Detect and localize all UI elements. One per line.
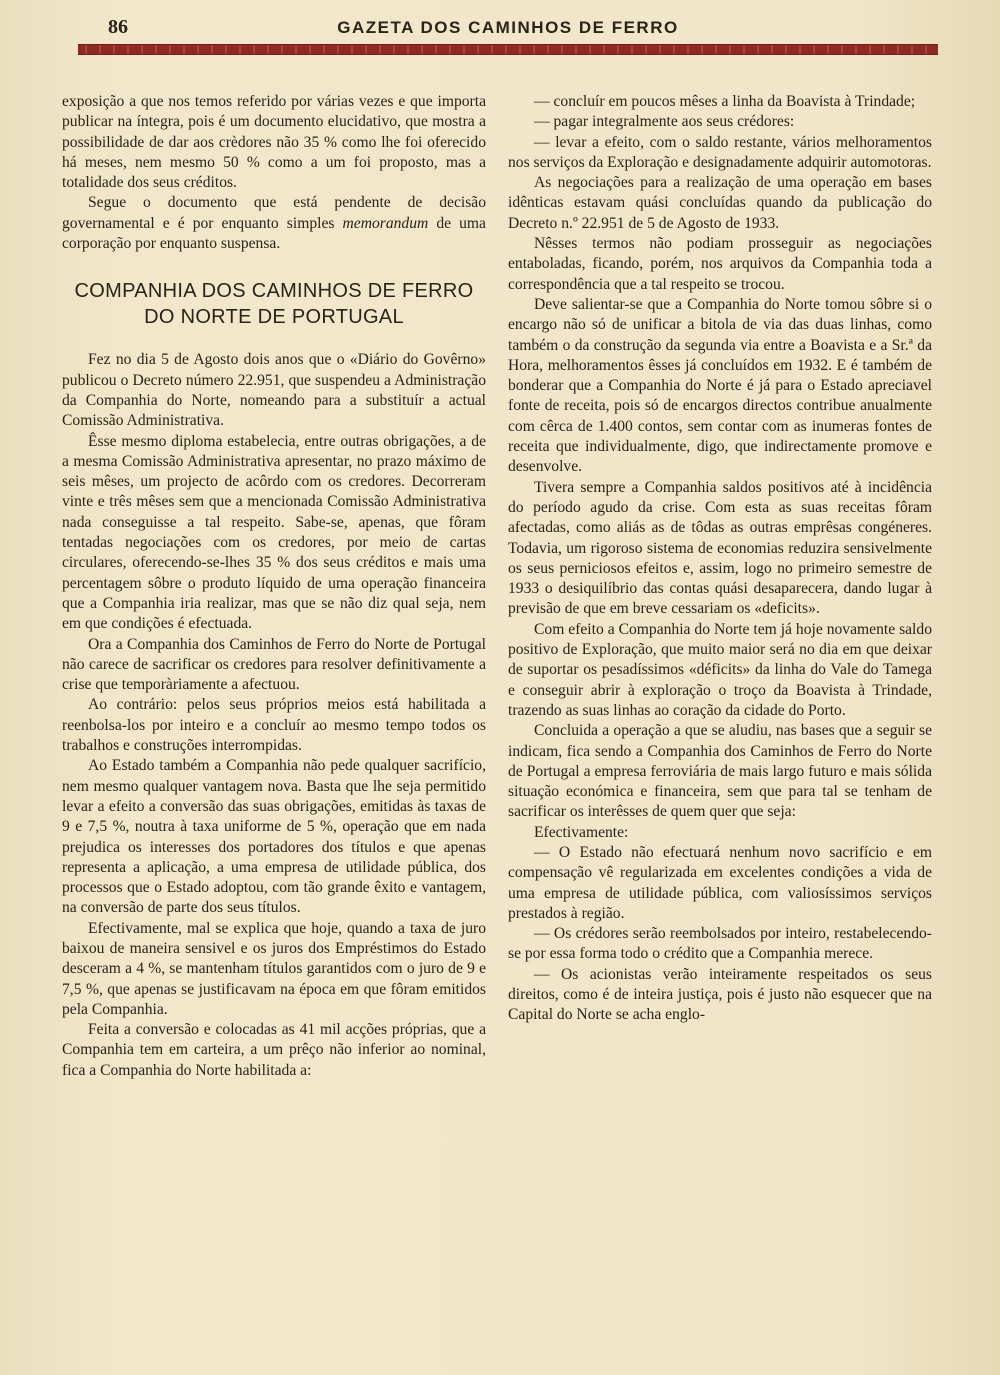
paragraph: Com efeito a Companhia do Norte tem já hoje novamente saldo positivo de Exploração, que muito maior será no dia em que deixar de suportar os pesadíssimos «déficits» da linha do Vale do Tamega e conseguir abrir à exploração o troço da Boavista à Trindade, trazendo as suas linhas ao coração da cidade do Porto. [508,620,932,719]
heading-line: COMPANHIA DOS CAMINHOS DE FERRO [74,280,474,303]
left-column [62,92,486,1081]
page-header [78,14,938,54]
header-rule [78,44,938,55]
list-item: — pagar integralmente aos seus crédores: [534,113,795,131]
paragraph: exposição a que nos temos referido por várias vezes e que importa publicar na íntegra, pois é um documento elucidativo, que mostra a possibilidade de dar aos crèdores não 35 % como lhe foi oferecido há meses, nem mesmo 50 % como a um foi proposto, mas a totalidade dos seus créditos. [62,93,486,192]
paragraph: Ao Estado também a Companhia não pede qualquer sacrifício, nem mesmo qualquer vantagem nova. Basta que lhe seja permitido levar a efeito a conversão das suas obrigações, emitidas às taxas de 9 e 7,5 %, noutra à taxa uniforme de 5 %, operação que em nada prejudica os interesses dos portadores dos títulos e que apenas representa a aplicação, a uma empresa de utilidade pública, dos processos que o Estado adoptou, com tão grande êxito e vantagem, na conversão de parte dos seus títulos. [62,757,486,917]
paragraph: Efectivamente, mal se explica que hoje, quando a taxa de juro baixou de maneira sensivel e os juros dos Empréstimos do Estado desceram a 4 %, se mantenham títulos garantidos com o juro de 9 e 7,5 %, que apenas se justificavam na época em que fôram emitidos pela Companhia. [62,919,486,1018]
publication-title: GAZETA DOS CAMINHOS DE FERRO [337,18,679,37]
right-column [508,92,932,1026]
paragraph: Concluida a operação a que se aludiu, nas bases que a seguir se indicam, fica sendo a Companhia dos Caminhos de Ferro do Norte de Portugal a empresa ferroviária de mais largo futuro e mais sólida situação económica e financeira, sem que para tal se tenham de sacrificar os interêsses de quem quer que seja: [508,722,932,821]
list-item: — Os crédores serão reembolsados por inteiro, restabelecendo-se por essa forma todo o crédito que a Companhia merece. [508,925,932,963]
page-number: 86 [108,16,128,38]
list-item: — O Estado não efectuará nenhum novo sacrifício e em compensação vê regularizada em excelentes condições a vida de uma empresa de utilidade pública, com valiosíssimos serviços prestados à região. [508,843,932,922]
paragraph: As negociações para a realização de uma operação em bases idênticas estavam quási concluídas quando da publicação do Decreto n.º 22.951 de 5 de Agosto de 1933. [508,174,932,232]
paragraph: Êsse mesmo diploma estabelecia, entre outras obrigações, a de a mesma Comissão Administrativa apresentar, no prazo máximo de seis mêses, um projecto de acôrdo com os credores. Decorreram vinte e três mêses sem que a mencionada Comissão Administrativa nada conseguisse a tal respeito. Sabe-se, apenas, que fôram tentadas negociações com os credores, por meio de cartas circulares, oferecendo-se-lhes 35 % dos seus créditos e mais uma percentagem sôbre o produto líquido de uma operação financeira que a Companhia iria realizar, mas que se não diz qual seja, nem em que condições é efectuada. [62,432,486,633]
paragraph: Efectivamente: [534,823,629,841]
italic-text: memorandum [342,214,429,232]
list-item: — levar a efeito, com o saldo restante, vários melhoramentos nos serviços da Exploração e designadamente adquirir automotoras. [508,133,932,171]
text-run: Segue o documento que está pendente de decisão governamental e é por enquanto simples [62,194,486,232]
paragraph: Deve salientar-se que a Companhia do Norte tomou sôbre si o encargo não só de unificar a bitola de via das duas linhas, como também o da construção da segunda via entre a Boavista e a Sr.ª da Hora, melhoramentos êsses já concluídos em 1932. E é também de bonderar que a Companhia do Norte é já para o Estado apreciavel fonte de receita, pois só de encargos directos contribue anualmente com cêrca de 1.400 contos, sem contar com as inumeras fontes de receita que individualmente, digo, que indirectamente promove e desenvolve. [508,295,932,476]
heading-line: DO NORTE DE PORTUGAL [144,306,404,329]
list-item: — Os acionistas verão inteiramente respeitados os seus direitos, como é de inteira justiça, pois é justo não esquecer que na Capital do Norte se acha englo- [508,965,932,1024]
list-item: — concluír em poucos mêses a linha da Boavista à Trindade; [534,93,916,110]
paragraph: Fez no dia 5 de Agosto dois anos que o «Diário do Govêrno» publicou o Decreto número 22.951, que suspendeu a Administração da Companhia do Norte, nomeando para a substituír a actual Comissão Administrativa. [62,351,486,430]
paragraph [62,193,486,254]
paragraph: Nêsses termos não podiam prosseguir as negociações entaboladas, ficando, porém, nos arquivos da Companhia toda a correspondência que a tal respeito se trocou. [508,235,932,293]
text-run: de uma corporação por enquanto suspensa. [62,214,486,253]
section-heading [62,278,486,330]
paragraph: Ora a Companhia dos Caminhos de Ferro do Norte de Portugal não carece de sacrificar os credores para resolver definitivamente a crise que temporàriamente a afectuou. [62,635,486,694]
paragraph: Feita a conversão e colocadas as 41 mil acções próprias, que a Companhia tem em carteira, a um prêço não inferior ao nominal, fica a Companhia do Norte habilitada a: [62,1021,486,1079]
paragraph: Tivera sempre a Companhia saldos positivos até à incidência do período agudo da crise. Com esta as suas receitas fôram afectadas, como aliás as de tôdas as outras emprêsas congéneres. Todavia, um rigoroso sistema de economias reduzira sensivelmente os seus perniciosos efeitos e, assim, logo no primeiro semestre de 1933 o desiquilíbrio das contas quási desaparecera, dando lugar à previsão de que em breve cessariam os «deficits». [508,478,932,618]
paragraph: Ao contrário: pelos seus próprios meios está habilitada a reenbolsa-los por inteiro e a concluír ao mesmo tempo todos os trabalhos e construções interrompidas. [62,696,486,755]
